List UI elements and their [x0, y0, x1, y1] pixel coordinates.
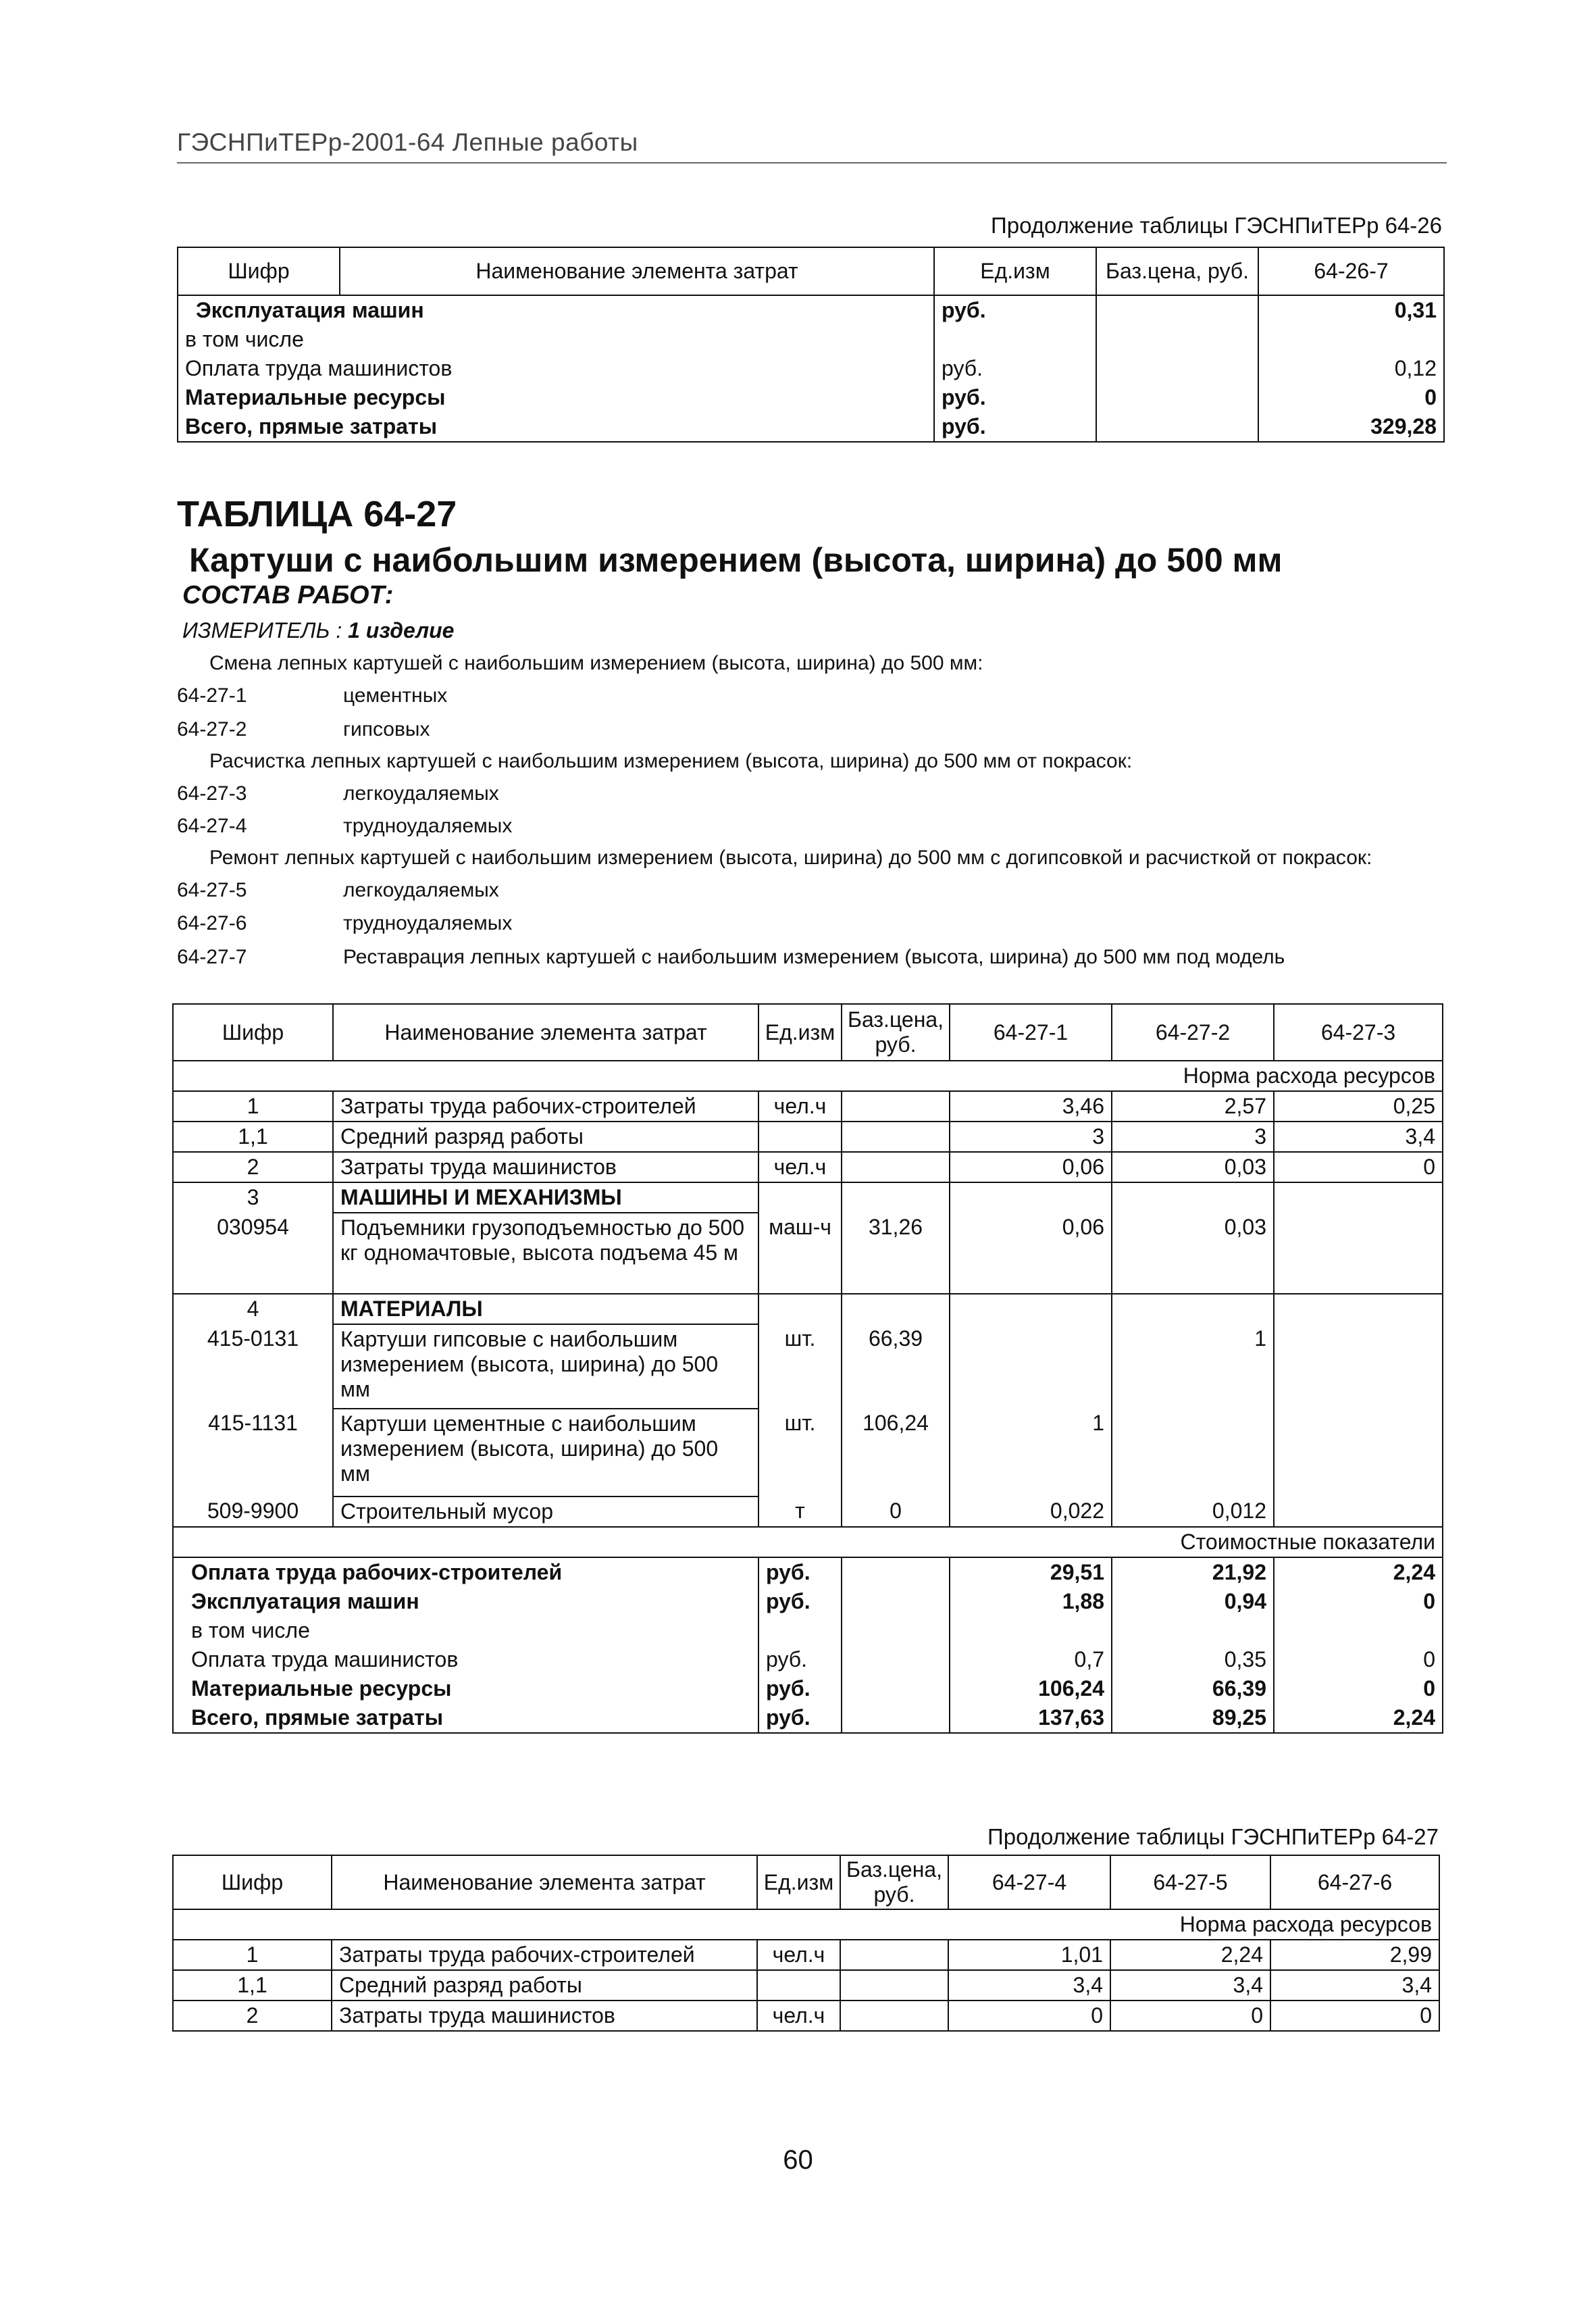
work-name: легкоудаляемых: [343, 879, 499, 901]
row-code: 1: [173, 1091, 333, 1122]
table-row: [173, 1182, 1443, 1213]
measure-label: ИЗМЕРИТЕЛЬ :: [182, 618, 349, 643]
row-name: Подъемники грузоподъемностью до 500 кг одномачтовые, высота подъема 45 м: [333, 1213, 758, 1294]
table1-row-name: Оплата труда машинистов: [178, 354, 934, 383]
cost-unit: руб.: [758, 1645, 842, 1674]
row-value: 1: [950, 1409, 1112, 1496]
cost-label: Стоимостные показатели: [173, 1527, 1443, 1557]
row-price: 106,24: [842, 1409, 950, 1496]
cost-value: 0,7: [950, 1645, 1112, 1674]
row-value: 0: [1274, 1152, 1443, 1182]
table-row: [173, 1294, 1443, 1324]
table-row: [178, 412, 1444, 442]
section-heading: МАТЕРИАЛЫ: [333, 1294, 758, 1324]
table-title: ТАБЛИЦА 64-27: [177, 494, 457, 534]
row-unit: чел.ч: [757, 1940, 840, 1970]
work-code: 64-27-6: [177, 912, 247, 934]
table1-row-value: 0: [1258, 383, 1444, 412]
row-name: Затраты труда машинистов: [332, 2001, 757, 2031]
table2-header-row: [173, 1004, 1443, 1061]
cost-value: 137,63: [950, 1703, 1112, 1733]
measure-unit: [182, 618, 454, 643]
table3-header-cell: 64-27-5: [1110, 1855, 1270, 1909]
row-price: 31,26: [842, 1213, 950, 1294]
table2: [172, 1003, 1443, 1734]
table-row: [178, 325, 1444, 354]
row-value: 3,4: [1110, 1970, 1270, 2001]
table1-header-cell: 64-26-7: [1258, 247, 1444, 295]
work-group-heading: Смена лепных картушей с наибольшим измерением (высота, ширина) до 500 мм:: [209, 652, 983, 674]
cost-value: 29,51: [950, 1557, 1112, 1587]
row-value: 1,01: [948, 1940, 1110, 1970]
table2-header-cell: Ед.изм: [758, 1004, 842, 1061]
row-code: 4: [173, 1294, 333, 1324]
table1-header-row: [178, 247, 1444, 295]
row-code: 1: [173, 1940, 332, 1970]
row-value: 2,24: [1110, 1940, 1270, 1970]
work-code: 64-27-3: [177, 782, 247, 805]
cost-value: 0,35: [1112, 1645, 1274, 1674]
row-value: 0: [1270, 2001, 1439, 2031]
row-name: Строительный мусор: [333, 1496, 758, 1527]
table1-row-name: Всего, прямые затраты: [178, 412, 934, 442]
row-code: 509-9900: [173, 1496, 333, 1527]
cost-value: 0,94: [1112, 1587, 1274, 1616]
cost-value: 0: [1274, 1587, 1443, 1616]
table-row: [173, 1616, 1443, 1645]
measure-value: 1 изделие: [348, 618, 455, 643]
row-value: 3,46: [950, 1091, 1112, 1122]
row-value: 2,57: [1112, 1091, 1274, 1122]
cost-value: 2,24: [1274, 1557, 1443, 1587]
table-row: [173, 1152, 1443, 1182]
table-row: [173, 1122, 1443, 1152]
cost-value: 21,92: [1112, 1557, 1274, 1587]
table-row: [173, 1557, 1443, 1587]
table1-row-name: Материальные ресурсы: [178, 383, 934, 412]
table3-header-cell: Шифр: [173, 1855, 332, 1909]
cost-unit: руб.: [758, 1587, 842, 1616]
table1-row-unit: руб.: [934, 412, 1096, 442]
row-unit: шт.: [758, 1409, 842, 1496]
cost-value: 0: [1274, 1674, 1443, 1703]
table-row: [173, 1940, 1439, 1970]
table-row: [173, 1324, 1443, 1409]
cost-value: 66,39: [1112, 1674, 1274, 1703]
page-number: 60: [783, 2145, 813, 2175]
work-code: 64-27-1: [177, 684, 247, 707]
cost-name: Оплата труда рабочих-строителей: [173, 1557, 758, 1587]
cost-unit: руб.: [758, 1674, 842, 1703]
row-name: Затраты труда машинистов: [333, 1152, 758, 1182]
row-unit: т: [758, 1496, 842, 1527]
table1-row-name: в том числе: [178, 325, 934, 354]
row-unit: маш-ч: [758, 1213, 842, 1294]
row-value: 3: [1112, 1122, 1274, 1152]
row-name: Затраты труда рабочих-строителей: [333, 1091, 758, 1122]
row-value: 0,03: [1112, 1152, 1274, 1182]
work-composition-heading: СОСТАВ РАБОТ:: [182, 581, 394, 609]
row-code: 030954: [173, 1213, 333, 1294]
row-code: 415-0131: [173, 1324, 333, 1409]
row-value: 3,4: [1274, 1122, 1443, 1152]
row-code: 2: [173, 1152, 333, 1182]
work-name: трудноудаляемых: [343, 912, 513, 934]
table1-row-name: Эксплуатация машин: [178, 295, 934, 325]
row-value: 0,25: [1274, 1091, 1443, 1122]
table-row: [173, 1409, 1443, 1496]
row-unit: чел.ч: [757, 2001, 840, 2031]
work-name: легкоудаляемых: [343, 782, 499, 805]
cost-unit: руб.: [758, 1557, 842, 1587]
row-name: Средний разряд работы: [333, 1122, 758, 1152]
table1-row-unit: руб.: [934, 354, 1096, 383]
cost-unit: руб.: [758, 1703, 842, 1733]
cost-value: 106,24: [950, 1674, 1112, 1703]
row-value: 0,012: [1112, 1496, 1274, 1527]
work-name: гипсовых: [343, 718, 430, 740]
table3-header-cell: 64-27-6: [1270, 1855, 1439, 1909]
cost-value: 2,24: [1274, 1703, 1443, 1733]
table3-header-cell: Баз.цена, руб.: [840, 1855, 948, 1909]
table1-header-cell: Ед.изм: [934, 247, 1096, 295]
row-value: 2,99: [1270, 1940, 1439, 1970]
work-code: 64-27-5: [177, 879, 247, 901]
cost-value: 0: [1274, 1645, 1443, 1674]
row-name: Затраты труда рабочих-строителей: [332, 1940, 757, 1970]
table1: [177, 247, 1445, 443]
table1-row-unit: руб.: [934, 295, 1096, 325]
row-value: 0,022: [950, 1496, 1112, 1527]
row-value: 0,03: [1112, 1213, 1274, 1294]
row-price: 66,39: [842, 1324, 950, 1409]
table-row: [173, 1674, 1443, 1703]
table-row: [178, 383, 1444, 412]
table3-header-cell: Наименование элемента затрат: [332, 1855, 757, 1909]
row-code: 415-1131: [173, 1409, 333, 1496]
table1-caption: Продолжение таблицы ГЭСНПиТЕРр 64-26: [991, 213, 1442, 238]
row-value: 3,4: [1270, 1970, 1439, 2001]
cost-name: Оплата труда машинистов: [173, 1645, 758, 1674]
row-value: 3,4: [948, 1970, 1110, 2001]
work-name: цементных: [343, 684, 448, 707]
row-code: 3: [173, 1182, 333, 1213]
table2-header-cell: 64-27-1: [950, 1004, 1112, 1061]
table1-row-value: 0,12: [1258, 354, 1444, 383]
table-row: [173, 1703, 1443, 1733]
row-value: 0: [1110, 2001, 1270, 2031]
table-row: [173, 1091, 1443, 1122]
row-name: Картуши гипсовые с наибольшим измерением (высота, ширина) до 500 мм: [333, 1324, 758, 1409]
row-value: 0,06: [950, 1213, 1112, 1294]
table3-header-cell: 64-27-4: [948, 1855, 1110, 1909]
running-header: ГЭСНПиТЕРр-2001-64 Лепные работы: [177, 128, 1447, 164]
table-row: [178, 354, 1444, 383]
table3-caption: Продолжение таблицы ГЭСНПиТЕРр 64-27: [987, 1824, 1439, 1849]
cost-name: в том числе: [173, 1616, 758, 1645]
norm-label: Норма расхода ресурсов: [173, 1061, 1443, 1091]
work-code: 64-27-2: [177, 718, 247, 740]
table2-header-cell: 64-27-2: [1112, 1004, 1274, 1061]
table-subtitle: Картуши с наибольшим измерением (высота, ширина) до 500 мм: [189, 541, 1283, 579]
table2-header-cell: Баз.цена, руб.: [842, 1004, 950, 1061]
table-row: [178, 295, 1444, 325]
work-name: трудноудаляемых: [343, 815, 513, 837]
cost-value: 1,88: [950, 1587, 1112, 1616]
table2-header-cell: 64-27-3: [1274, 1004, 1443, 1061]
row-value: 1: [1112, 1324, 1274, 1409]
row-price: 0: [842, 1496, 950, 1527]
row-code: 1,1: [173, 1970, 332, 2001]
norm-label: Норма расхода ресурсов: [173, 1909, 1439, 1940]
section-heading: МАШИНЫ И МЕХАНИЗМЫ: [333, 1182, 758, 1213]
table3-header-cell: Ед.изм: [757, 1855, 840, 1909]
cost-name: Всего, прямые затраты: [173, 1703, 758, 1733]
table-row: [173, 1970, 1439, 2001]
cost-name: Материальные ресурсы: [173, 1674, 758, 1703]
table-row: [173, 1645, 1443, 1674]
row-value: 0,06: [950, 1152, 1112, 1182]
row-code: 1,1: [173, 1122, 333, 1152]
cost-name: Эксплуатация машин: [173, 1587, 758, 1616]
row-value: 0: [948, 2001, 1110, 2031]
work-code: 64-27-7: [177, 946, 247, 968]
table1-row-value: 0,31: [1258, 295, 1444, 325]
row-unit: чел.ч: [758, 1152, 842, 1182]
table1-row-value: 329,28: [1258, 412, 1444, 442]
table-row: [173, 1496, 1443, 1527]
row-unit: шт.: [758, 1324, 842, 1409]
row-code: 2: [173, 2001, 332, 2031]
table1-header-cell: Шифр: [178, 247, 340, 295]
table2-header-cell: Наименование элемента затрат: [333, 1004, 758, 1061]
row-unit: чел.ч: [758, 1091, 842, 1122]
table1-header-cell: Наименование элемента затрат: [340, 247, 934, 295]
work-name: Реставрация лепных картушей с наибольшим измерением (высота, ширина) до 500 мм под модель: [343, 946, 1285, 968]
table2-header-cell: Шифр: [173, 1004, 333, 1061]
table1-row-unit: руб.: [934, 383, 1096, 412]
table-row: [173, 2001, 1439, 2031]
work-code: 64-27-4: [177, 815, 247, 837]
table1-header-cell: Баз.цена, руб.: [1096, 247, 1258, 295]
cost-value: 89,25: [1112, 1703, 1274, 1733]
row-name: Картуши цементные с наибольшим измерением (высота, ширина) до 500 мм: [333, 1409, 758, 1496]
row-name: Средний разряд работы: [332, 1970, 757, 2001]
work-group-heading: Ремонт лепных картушей с наибольшим измерением (высота, ширина) до 500 мм с догипсовкой и расчисткой от покрасок:: [209, 847, 1372, 869]
table-row: [173, 1587, 1443, 1616]
row-value: 3: [950, 1122, 1112, 1152]
table3: [172, 1855, 1440, 2032]
table-row: [173, 1213, 1443, 1294]
work-group-heading: Расчистка лепных картушей с наибольшим измерением (высота, ширина) до 500 мм от покрасок:: [209, 750, 1133, 772]
table3-header-row: [173, 1855, 1439, 1909]
